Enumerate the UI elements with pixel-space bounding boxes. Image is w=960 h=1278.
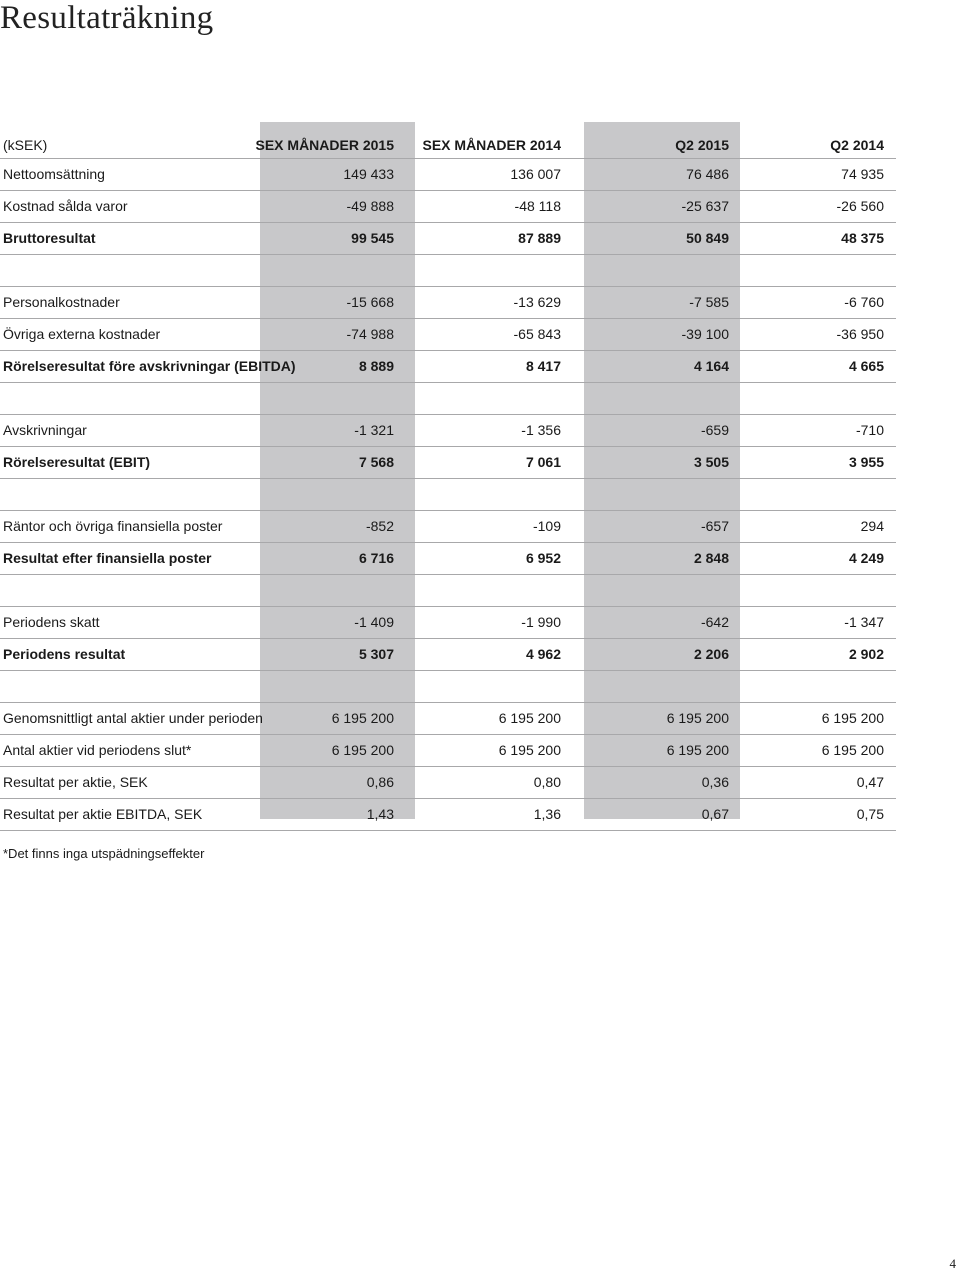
cell-value: -1 409 [354,614,394,630]
footnote: *Det finns inga utspädningseffekter [3,846,205,861]
row-label: Periodens skatt [3,614,100,630]
cell-value: -74 988 [346,326,394,342]
table-row [0,159,896,191]
cell-value: 3 955 [848,454,884,470]
cell-value: -1 347 [844,614,884,630]
row-label: Kostnad sålda varor [3,198,128,214]
table-row [0,703,896,735]
cell-value: 0,67 [701,806,729,822]
table-row [0,767,896,799]
row-label: Periodens resultat [3,646,126,662]
cell-value: -49 888 [346,198,394,214]
cell-value: 0,47 [856,774,884,790]
table-row [0,447,896,479]
cell-value: 6 195 200 [331,710,394,726]
row-label: Rörelseresultat före avskrivningar (EBITDA) [3,358,296,374]
cell-value: 5 307 [358,646,394,662]
cell-value: 0,86 [366,774,394,790]
cell-value: -65 843 [513,326,561,342]
spacer-row [0,479,896,511]
table-row [0,223,896,255]
table-row [0,319,896,351]
cell-value: 0,75 [856,806,884,822]
cell-value: 0,80 [533,774,561,790]
spacer-row [0,575,896,607]
row-label: Genomsnittligt antal aktier under perioden [3,710,263,726]
cell-value: -25 637 [681,198,729,214]
column-header: Q2 2014 [830,137,884,153]
cell-value: 74 935 [841,166,884,182]
table-row [0,351,896,383]
row-label: Resultat per aktie EBITDA, SEK [3,806,203,822]
cell-value: 4 164 [693,358,729,374]
cell-value: 99 545 [351,230,394,246]
cell-value: 6 195 200 [666,710,729,726]
spacer-row [0,671,896,703]
column-header: SEX MÅNADER 2014 [422,137,561,153]
cell-value: 76 486 [686,166,729,182]
row-label: Övriga externa kostnader [3,326,161,342]
cell-value: 6 195 200 [331,742,394,758]
cell-value: -1 356 [521,422,561,438]
cell-value: 6 195 200 [498,742,561,758]
cell-value: -710 [855,422,884,438]
income-statement-table [0,122,896,831]
row-label: Nettoomsättning [3,166,105,182]
cell-value: 6 195 200 [821,710,884,726]
cell-value: 7 568 [358,454,394,470]
cell-value: -657 [700,518,729,534]
cell-value: 6 195 200 [666,742,729,758]
column-header: Q2 2015 [675,137,729,153]
cell-value: 149 433 [343,166,394,182]
row-label: Rörelseresultat (EBIT) [3,454,151,470]
column-header: SEX MÅNADER 2015 [255,137,394,153]
table-row [0,415,896,447]
cell-value: 0,36 [701,774,729,790]
cell-value: 294 [860,518,884,534]
cell-value: -109 [532,518,561,534]
cell-value: 48 375 [841,230,884,246]
row-label: Avskrivningar [3,422,87,438]
table-row [0,191,896,223]
row-label: Bruttoresultat [3,230,96,246]
page-number: 4 [949,1256,956,1271]
cell-value: -1 321 [354,422,394,438]
table-row [0,639,896,671]
cell-value: -48 118 [514,198,561,214]
cell-value: 1,43 [366,806,394,822]
cell-value: 7 061 [525,454,561,470]
cell-value: 6 716 [358,550,394,566]
row-label: Räntor och övriga finansiella poster [3,518,223,534]
table-row [0,287,896,319]
cell-value: -36 950 [836,326,884,342]
table-row [0,735,896,767]
cell-value: 4 665 [848,358,884,374]
cell-value: 8 417 [525,358,561,374]
spacer-row [0,383,896,415]
row-label: Antal aktier vid periodens slut* [3,742,192,758]
table-row [0,511,896,543]
cell-value: 3 505 [693,454,729,470]
cell-value: -13 629 [513,294,561,310]
cell-value: -39 100 [681,326,729,342]
cell-value: -1 990 [521,614,561,630]
cell-value: 1,36 [533,806,561,822]
cell-value: 4 962 [525,646,561,662]
cell-value: -26 560 [836,198,884,214]
cell-value: 8 889 [358,358,394,374]
table-header-row [0,122,896,159]
cell-value: 6 952 [525,550,561,566]
cell-value: 2 206 [693,646,729,662]
table-row [0,799,896,831]
row-label: Resultat per aktie, SEK [3,774,148,790]
row-label: Resultat efter finansiella poster [3,550,212,566]
unit-label: (kSEK) [3,137,48,153]
cell-value: 6 195 200 [821,742,884,758]
cell-value: -7 585 [689,294,729,310]
cell-value: 4 249 [848,550,884,566]
row-label: Personalkostnader [3,294,120,310]
cell-value: 2 902 [848,646,884,662]
cell-value: 136 007 [510,166,561,182]
page-title: Resultaträkning [0,0,214,36]
spacer-row [0,255,896,287]
cell-value: 6 195 200 [498,710,561,726]
cell-value: -6 760 [844,294,884,310]
cell-value: 2 848 [693,550,729,566]
cell-value: -15 668 [346,294,394,310]
table-row [0,543,896,575]
cell-value: 50 849 [686,230,729,246]
cell-value: -852 [365,518,394,534]
cell-value: -659 [700,422,729,438]
cell-value: 87 889 [518,230,561,246]
table-row [0,607,896,639]
cell-value: -642 [700,614,729,630]
